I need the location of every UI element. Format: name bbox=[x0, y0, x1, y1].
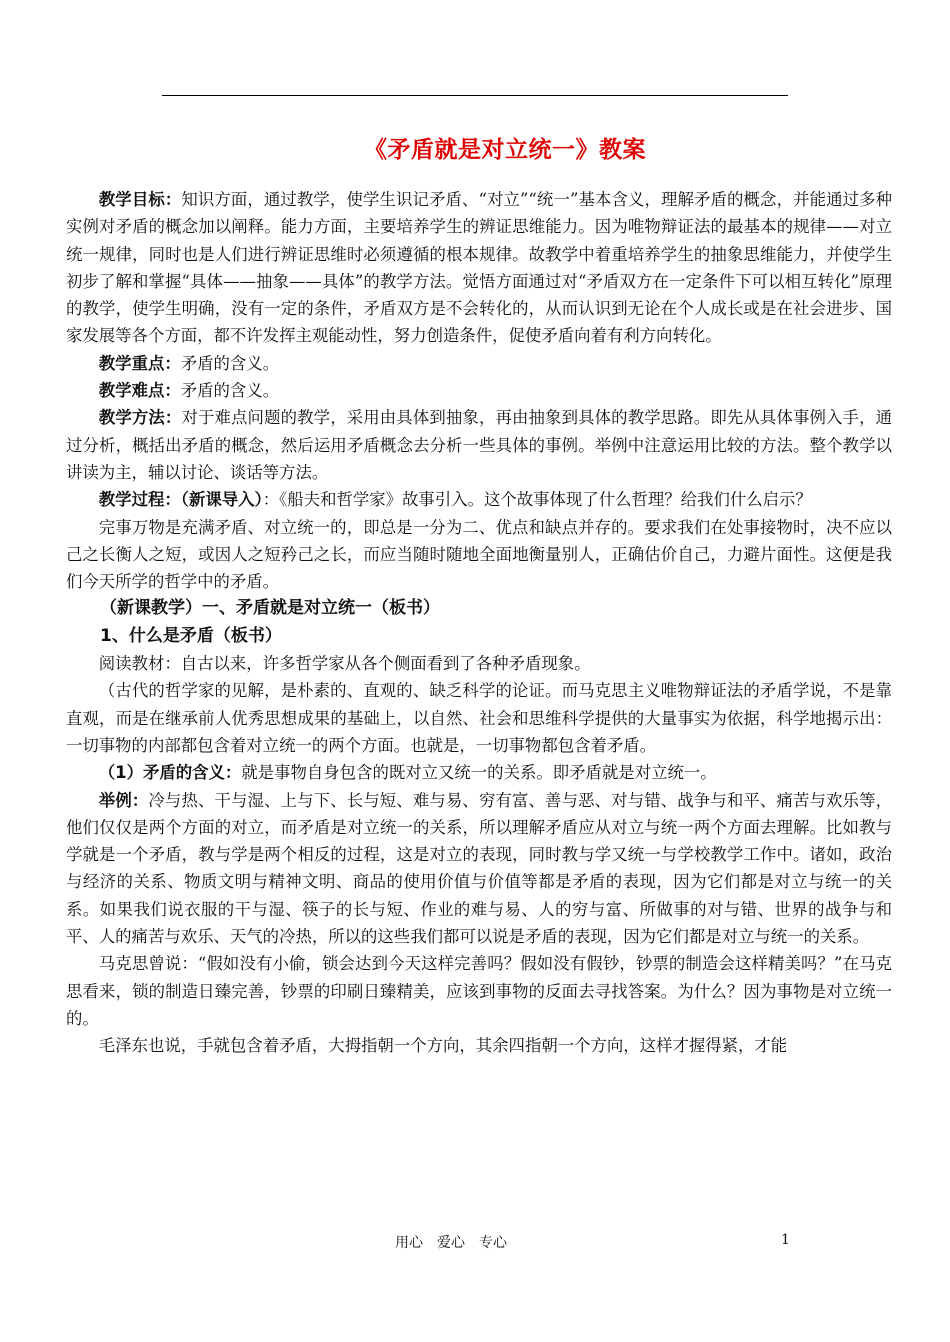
method-paragraph bbox=[66, 404, 892, 486]
document-body bbox=[66, 186, 892, 1060]
footer-motto: 用心 爱心 专心 bbox=[395, 1235, 507, 1251]
marx-quote-paragraph: 马克思曾说：“假如没有小偷，锁会达到今天这样完善吗？假如没有假钞，钞票的制造会这样精美吗？”在马克思看来，锁的制造日臻完善，钞票的印刷日臻精美，应该到事物的反面去寻找答案。为什么？因为事物是对立统一的。 bbox=[66, 954, 892, 1028]
method-text: 对于难点问题的教学，采用由具体到抽象，再由抽象到具体的教学思路。即先从具体事例入手，通过分析，概括出矛盾的概念，然后运用矛盾概念去分析一些具体的事例。举例中注意运用比较的方法。整个教学以讲读为主，辅以讨论、谈话等方法。 bbox=[66, 408, 892, 482]
section-heading: （新课教学）一、矛盾就是对立统一（板书） bbox=[100, 598, 440, 619]
key-text: 矛盾的含义。 bbox=[180, 353, 280, 373]
difficulty-paragraph bbox=[66, 377, 892, 404]
marx-intro-paragraph: （古代的哲学家的见解，是朴素的、直观的、缺乏科学的论证。而马克思主义唯物辩证法的矛盾学说，不是靠直观，而是在继承前人优秀思想成果的基础上，以自然、社会和思维科学提供的大量事实为依据，科学地揭示出：一切事物的内部都包含着对立统一的两个方面。也就是，一切事物都包含着矛盾。 bbox=[66, 681, 892, 755]
method-label: 教学方法： bbox=[98, 408, 182, 428]
page-title: 《矛盾就是对立统一》教案 bbox=[364, 137, 646, 163]
example-label: 举例： bbox=[98, 790, 149, 810]
meaning-label: （1）矛盾的含义： bbox=[98, 763, 242, 783]
example-text: 冷与热、干与湿、上与下、长与短、难与易、穷有富、善与恶、对与错、战争与和平、痛苦与欢乐等，他们仅仅是两个方面的对立，而矛盾是对立统一的关系，所以理解矛盾应从对立与统一两个方面去理解。比如教与学就是一个矛盾，教与学是两个相反的过程，这是对立的表现，同时教与学又统一与学校教学工作中。诸如，政治与经济的关系、物质文明与精神文明、商品的使用价值与价值等都是矛盾的表现，因为它们都是对立与统一的关系。如果我们说衣服的干与湿、筷子的长与短、作业的难与易、人的穷与富、所做事的对与错、世界的战争与和平、人的痛苦与欢乐、天气的冷热，所以的这些我们都可以说是矛盾的表现，因为它们都是对立与统一的关系。 bbox=[66, 790, 893, 947]
page-number: 1 bbox=[781, 1232, 790, 1248]
intro-paragraph: 完事万物是充满矛盾、对立统一的，即总是一分为二、优点和缺点并存的。要求我们在处事接物时，决不应以己之长衡人之短，或因人之短矜己之长，而应当随时随地全面地衡量别人，正确估价自己，力避片面性。这便是我们今天所学的哲学中的矛盾。 bbox=[66, 517, 892, 592]
process-label: 教学过程：（新课导入） bbox=[98, 490, 263, 510]
process-text: ：《船夫和哲学家》故事引入。这个故事体现了什么哲理？给我们什么启示？ bbox=[262, 490, 812, 510]
goal-text: 知识方面，通过教学，使学生识记矛盾、“对立”“统一”基本含义，理解矛盾的概念，并能通过多种实例对矛盾的概念加以阐释。能力方面，主要培养学生的辨证思维能力。因为唯物辩证法的最基本的规律——对立统一规律，同时也是人们进行辨证思维时必须遵循的根本规律。故教学中着重培养学生的抽象思维能力，并使学生初步了解和掌握“具体——抽象——具体”的教学方法。觉悟方面通过对“矛盾双方在一定条件下可以相互转化”原理的教学，使学生明确，没有一定的条件，矛盾双方是不会转化的，从而认识到无论在个人成长或是在社会进步、国家发展等各个方面，都不许发挥主观能动性，努力创造条件，促使矛盾向着有利方向转化。 bbox=[66, 190, 893, 346]
goal-label: 教学目标： bbox=[98, 190, 182, 209]
key-paragraph bbox=[66, 350, 892, 377]
meaning-text: 就是事物自身包含的既对立又统一的关系。即矛盾就是对立统一。 bbox=[241, 763, 717, 783]
difficulty-label: 教学难点： bbox=[98, 381, 181, 401]
meaning-paragraph bbox=[66, 759, 892, 786]
process-paragraph bbox=[66, 486, 892, 513]
mao-paragraph: 毛泽东也说，手就包含着矛盾，大拇指朝一个方向，其余四指朝一个方向，这样才握得紧，才能 bbox=[98, 1036, 788, 1056]
subsection-heading: 1、什么是矛盾（板书） bbox=[100, 625, 282, 646]
example-paragraph bbox=[66, 787, 892, 951]
difficulty-text: 矛盾的含义。 bbox=[180, 381, 280, 401]
goal-paragraph bbox=[66, 186, 892, 350]
reading-paragraph: 阅读教材：自古以来，许多哲学家从各个侧面看到了各种矛盾现象。 bbox=[98, 654, 591, 674]
header-rule bbox=[162, 95, 788, 96]
key-label: 教学重点： bbox=[98, 353, 181, 373]
